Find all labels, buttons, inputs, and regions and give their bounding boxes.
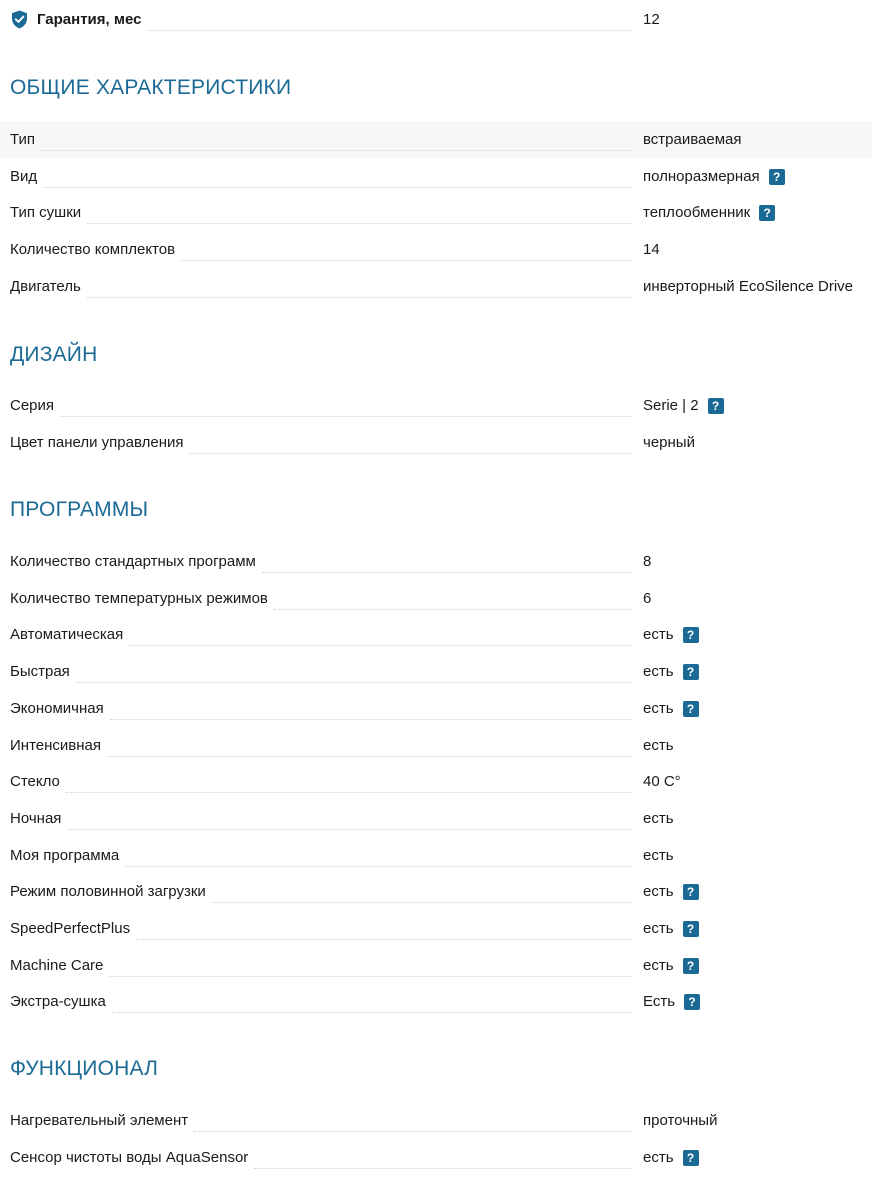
spec-value: есть ? bbox=[643, 1149, 699, 1166]
spec-row bbox=[0, 231, 872, 268]
spec-row bbox=[0, 653, 872, 690]
spec-label: Цвет панели управления bbox=[10, 434, 184, 451]
spec-label: Двигатель bbox=[10, 278, 81, 295]
spec-label: Вид bbox=[10, 168, 38, 185]
spec-value: полноразмерная ? bbox=[643, 168, 785, 185]
spec-value: есть bbox=[643, 847, 674, 864]
warranty-value: 12 bbox=[643, 11, 660, 28]
question-icon[interactable]: ? bbox=[769, 169, 785, 185]
spec-label: Ночная bbox=[10, 810, 62, 827]
spec-row bbox=[0, 873, 872, 910]
spec-label: Сенсор чистоты воды AquaSensor bbox=[10, 1149, 249, 1166]
question-icon[interactable]: ? bbox=[708, 398, 724, 414]
question-icon[interactable]: ? bbox=[683, 884, 699, 900]
spec-label: Интенсивная bbox=[10, 737, 101, 754]
spec-value: проточный bbox=[643, 1112, 718, 1129]
spec-label: SpeedPerfectPlus bbox=[10, 920, 131, 937]
spec-row bbox=[0, 194, 872, 231]
shield-check-icon bbox=[11, 10, 28, 29]
spec-label: Моя программа bbox=[10, 847, 120, 864]
section-title: ОБЩИЕ ХАРАКТЕРИСТИКИ bbox=[10, 76, 292, 99]
question-icon[interactable]: ? bbox=[759, 205, 775, 221]
question-icon[interactable]: ? bbox=[683, 701, 699, 717]
spec-label: Количество температурных режимов bbox=[10, 590, 268, 607]
question-icon[interactable]: ? bbox=[683, 1150, 699, 1166]
spec-label: Автоматическая bbox=[10, 626, 124, 643]
spec-row bbox=[0, 983, 872, 1020]
spec-label: Экстра-сушка bbox=[10, 993, 106, 1010]
spec-row bbox=[0, 616, 872, 653]
question-icon[interactable]: ? bbox=[683, 958, 699, 974]
spec-label: Нагревательный элемент bbox=[10, 1112, 189, 1129]
spec-value: Serie | 2 ? bbox=[643, 397, 724, 414]
spec-row bbox=[0, 910, 872, 947]
spec-value: инверторный EcoSilence Drive bbox=[643, 278, 854, 295]
spec-value: 6 bbox=[643, 590, 652, 607]
spec-value: есть ? bbox=[643, 663, 699, 680]
spec-label: Количество стандартных программ bbox=[10, 553, 256, 570]
spec-row bbox=[0, 158, 872, 195]
spec-value: 8 bbox=[643, 553, 652, 570]
spec-label: Серия bbox=[10, 397, 55, 414]
section-title: ДИЗАЙН bbox=[10, 343, 98, 366]
spec-row bbox=[0, 1139, 872, 1176]
spec-value: Есть ? bbox=[643, 993, 700, 1010]
spec-row bbox=[0, 387, 872, 424]
spec-row bbox=[0, 1102, 872, 1139]
spec-value: есть ? bbox=[643, 957, 699, 974]
spec-value: 40 C° bbox=[643, 773, 681, 790]
spec-row bbox=[0, 543, 872, 580]
spec-value: есть ? bbox=[643, 920, 699, 937]
spec-row bbox=[0, 690, 872, 727]
spec-label: Количество комплектов bbox=[10, 241, 176, 258]
spec-label: Режим половинной загрузки bbox=[10, 883, 206, 900]
spec-label: Экономичная bbox=[10, 700, 104, 717]
question-icon[interactable]: ? bbox=[684, 994, 700, 1010]
spec-value: есть bbox=[643, 810, 674, 827]
spec-row bbox=[0, 424, 872, 461]
warranty-label: Гарантия, мес bbox=[37, 11, 142, 28]
spec-label: Стекло bbox=[10, 773, 60, 790]
spec-value: есть ? bbox=[643, 626, 699, 643]
spec-row bbox=[0, 121, 872, 158]
section-title: ФУНКЦИОНАЛ bbox=[10, 1057, 159, 1080]
warranty-row bbox=[0, 1, 872, 38]
spec-value: есть ? bbox=[643, 700, 699, 717]
section-title: ПРОГРАММЫ bbox=[10, 498, 149, 521]
question-icon[interactable]: ? bbox=[683, 664, 699, 680]
spec-value: есть ? bbox=[643, 883, 699, 900]
spec-value: есть bbox=[643, 737, 674, 754]
spec-value: 14 bbox=[643, 241, 660, 258]
spec-row bbox=[0, 580, 872, 617]
spec-value: встраиваемая bbox=[643, 131, 742, 148]
spec-label: Тип bbox=[10, 131, 36, 148]
spec-label: Быстрая bbox=[10, 663, 70, 680]
spec-row bbox=[0, 763, 872, 800]
spec-row bbox=[0, 947, 872, 984]
spec-value: черный bbox=[643, 434, 695, 451]
spec-row bbox=[0, 837, 872, 874]
spec-value: теплообменник ? bbox=[643, 204, 775, 221]
spec-label: Тип сушки bbox=[10, 204, 82, 221]
spec-row bbox=[0, 727, 872, 764]
question-icon[interactable]: ? bbox=[683, 921, 699, 937]
spec-row bbox=[0, 268, 872, 305]
spec-row bbox=[0, 800, 872, 837]
spec-label: Machine Care bbox=[10, 957, 104, 974]
question-icon[interactable]: ? bbox=[683, 627, 699, 643]
